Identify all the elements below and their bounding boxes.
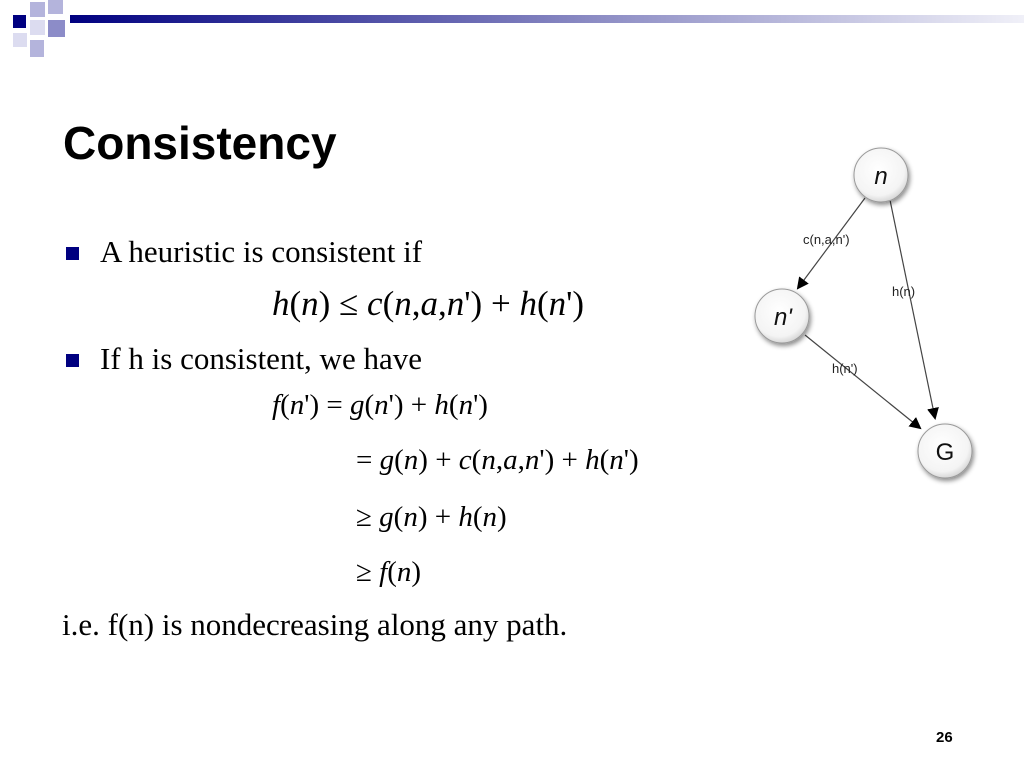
edge-label-hnprime: h(n') [832,361,858,376]
bullet-text-2: If h is consistent, we have [100,341,422,376]
derivation-line-4: ≥ f(n) [356,556,422,588]
node-nprime-label: n' [774,304,792,331]
edge-n-to-goal [890,200,935,418]
edge-nprime-to-goal [805,335,920,428]
edge-label-hn: h(n) [892,284,916,299]
node-goal-label: G [935,439,955,466]
slide-title: Consistency [63,117,337,169]
derivation-line-3: ≥ g(n) + h(n) [356,501,507,533]
bullet-marker-2 [66,354,79,367]
bullet-marker-1 [66,247,79,260]
page-number: 26 [936,729,953,746]
derivation-line-2: = g(n) + c(n,a,n') + h(n') [356,444,639,476]
bullet-text-1: A heuristic is consistent if [100,234,423,269]
consistency-condition-equation: h(n) ≤ c(n,a,n') + h(n') [272,284,585,323]
derivation-line-1: f(n') = g(n') + h(n') [272,389,488,421]
edge-label-cost: c(n,a,n') [803,232,850,247]
node-n-label: n [874,163,888,190]
header-gradient-bar [70,15,1024,23]
conclusion-text: i.e. f(n) is nondecreasing along any path. [62,607,568,642]
corner-squares [13,0,65,57]
search-graph-diagram [755,148,972,478]
